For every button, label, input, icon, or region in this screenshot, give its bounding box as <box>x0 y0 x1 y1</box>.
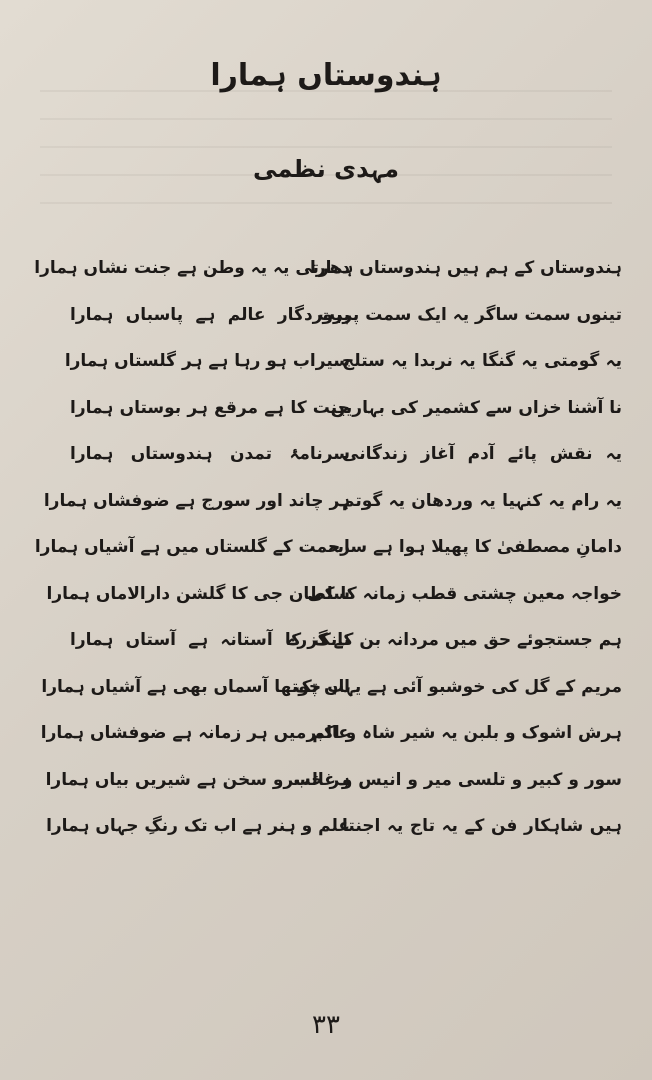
verse-line: پروردگار عالم ہے پاسباں ہمارا <box>70 304 350 325</box>
verse-line: نا آشنا خزاں سے کشمیر کی بہاریں <box>330 397 622 418</box>
verse-line: ہر چاند اور سورج ہے ضوفشاں ہمارا <box>43 490 350 511</box>
verse-line: سور و کبیر و تلسی میر و انیس و غالب <box>293 769 622 790</box>
verse-line: جنت کا ہے مرقع ہر بوستاں ہمارا <box>70 397 350 418</box>
verse-line: عالم میں ہر زمانہ ہے ضوفشاں ہمارا <box>40 723 350 743</box>
poem-title: ہندوستاں ہمارا <box>210 58 442 93</box>
verse-line: سرنامۂ تمدن ہندوستاں ہمارا <box>70 444 350 464</box>
bleed-through-text <box>40 70 612 230</box>
verse-line: سلطان جی کا گلشن دارالاماں ہمارا <box>46 583 350 604</box>
verse-line: اب چوتھا آسماں بھی ہے آشیاں ہمارا <box>41 676 350 697</box>
verse-line: ہر خسرو سخن ہے شیریں بیاں ہمارا <box>45 769 350 790</box>
verse-line: یہ رام یہ کنہیا یہ وردھان یہ گوتم <box>342 490 622 511</box>
verse-line: رحمت کے گلستاں میں ہے آشیاں ہمارا <box>34 537 350 557</box>
verse-line: ہندوستاں کے ہم ہیں ہندوستاں ہمارا <box>310 258 622 278</box>
verse-line: یہ گومتی یہ گنگا یہ نربدا یہ ستلج <box>342 351 622 371</box>
verse-column-left <box>34 245 350 850</box>
poet-name: مہدی نظمی <box>253 155 399 183</box>
verse-line: نانک کا آستانہ ہے آستاں ہمارا <box>70 630 350 650</box>
verse-column-right <box>287 245 622 850</box>
verse-line: دھرتی یہ یہ وطن ہے جنت نشاں ہمارا <box>34 258 350 278</box>
verse-line: دامانِ مصطفیٰ کا پھیلا ہوا ہے سایہ <box>327 537 622 557</box>
verse-line: ہرش اشوک و بلبن یہ شیر شاہ و اکبر <box>306 723 622 743</box>
verse-line: خواجہ معین چشتی قطب زمانہ کا کی <box>307 583 622 604</box>
verse-line: سیراب ہو رہا ہے ہر گلستاں ہمارا <box>64 351 350 371</box>
verse-line: تینوں سمت ساگر یہ ایک سمت پربت <box>317 304 622 325</box>
verse-line: مریم کے گل کی خوشبو آئی ہے یہاں تک <box>294 676 622 697</box>
page-number: ۳۳ <box>312 1010 340 1040</box>
verse-line: ہیں شاہکار فن کے یہ تاج یہ اجنتا <box>342 816 622 836</box>
verse-line: یہ نقش پائے آدم آغاز زندگانی <box>342 444 622 464</box>
verse-line: علم و ہنر ہے اب تک رنگِ جہاں ہمارا <box>46 816 350 836</box>
verse-line: ہم جستجوئے حق میں مردانہ بن کے گزرے <box>287 630 622 650</box>
